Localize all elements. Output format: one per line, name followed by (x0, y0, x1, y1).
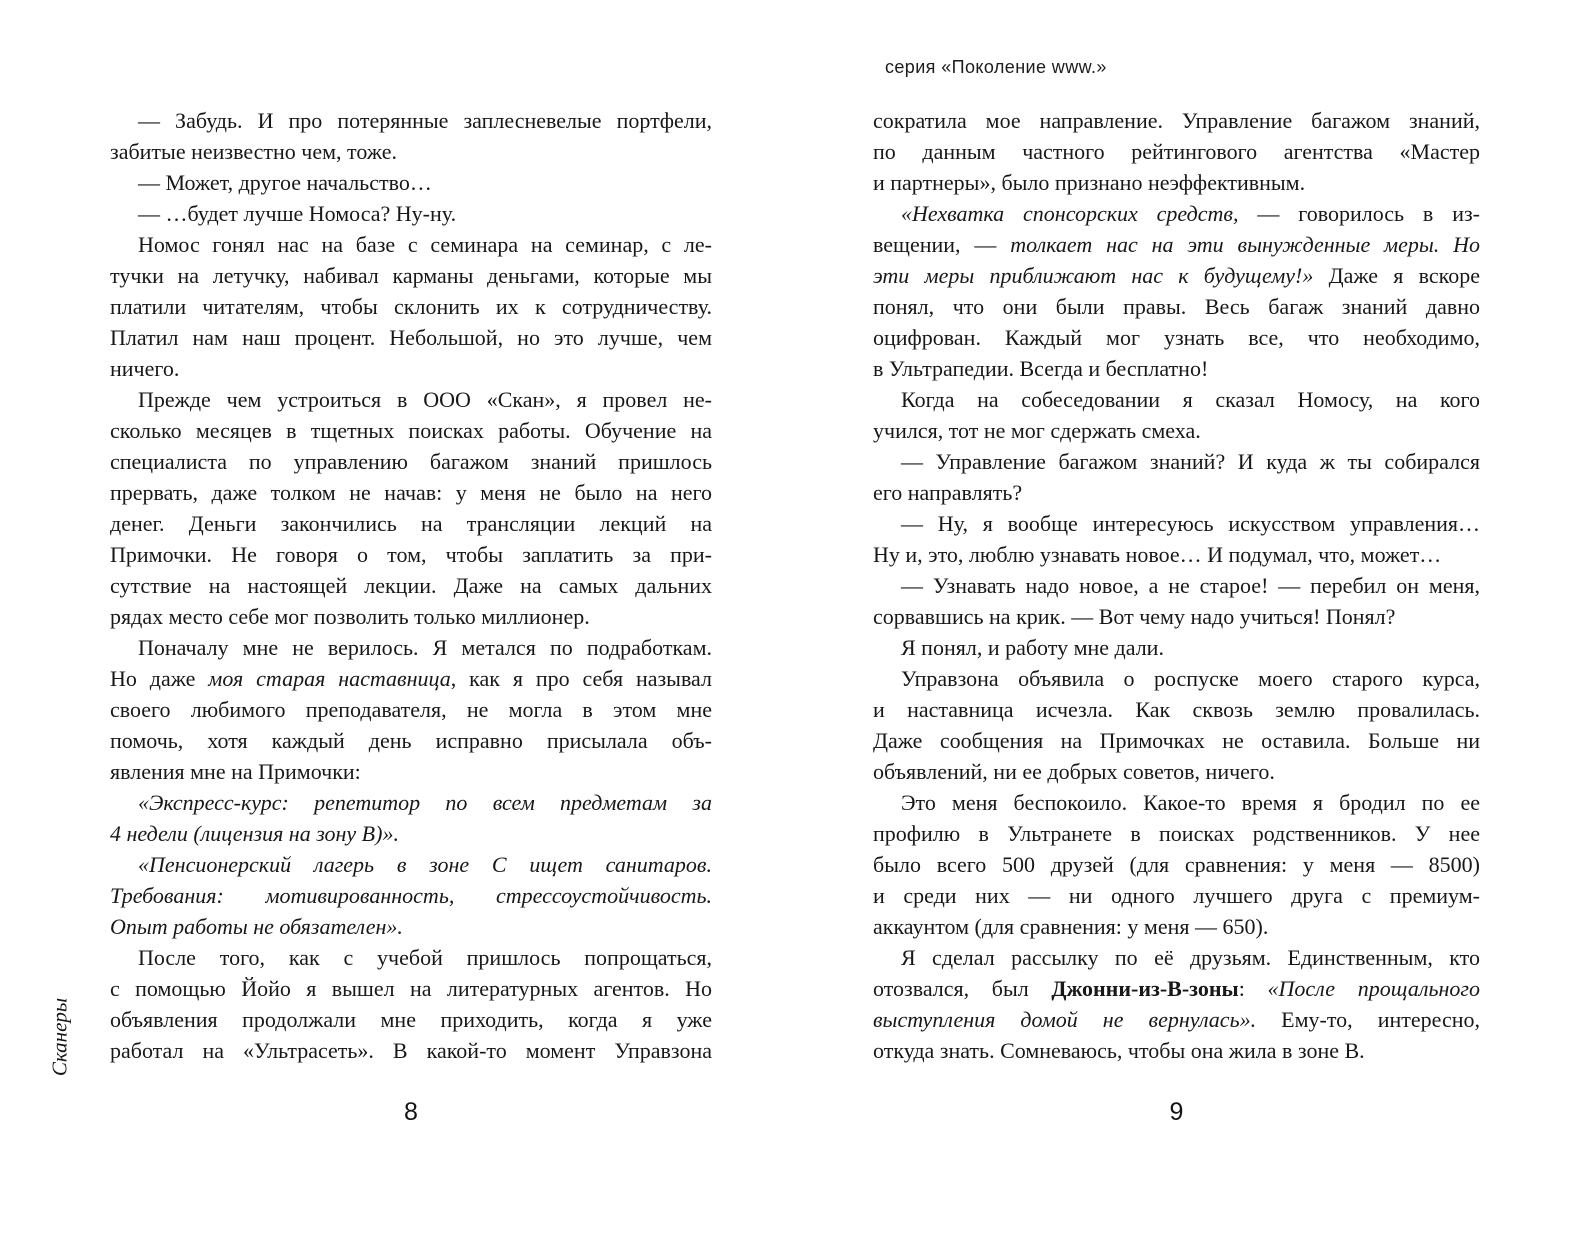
text-segment: откуда знать. Сомневаюсь, чтобы она жила в зоне В. (873, 1038, 1365, 1063)
text-segment: Когда на собеседовании я сказал Номосу, на кого (901, 387, 1480, 412)
text-line (110, 725, 712, 756)
text-segment: помочь, хотя каждый день исправно присылала объ- (110, 728, 712, 753)
text-line (873, 1004, 1480, 1035)
text-segment: денег. Деньги закончились на трансляции лекций на (110, 511, 712, 536)
text-line (873, 787, 1480, 818)
text-line (873, 756, 1480, 787)
text-line (873, 260, 1480, 291)
text-segment: прервать, даже толком не начав: у меня не было на него (110, 480, 712, 505)
text-segment: Ну и, это, люблю узнавать новое… И подумал, что, может… (873, 542, 1442, 567)
text-segment: сорвавшись на крик. — Вот чему надо учиться! Понял? (873, 604, 1396, 629)
text-segment: Даже я вскоре (1313, 263, 1480, 288)
text-line (110, 508, 712, 539)
bold-text-segment: Джонни-из-В-зоны (1051, 976, 1239, 1001)
text-line (873, 415, 1480, 446)
text-segment: и наставница исчезла. Как сквозь землю провалилась. (873, 697, 1480, 722)
text-segment: и среди них — ни одного лучшего друга с премиум- (873, 883, 1480, 908)
text-line (110, 818, 712, 849)
text-segment: — Может, другое начальство… (138, 170, 432, 195)
text-segment: Поначалу мне не верилось. Я метался по подработкам. (138, 635, 712, 660)
text-segment: Номос гонял нас на базе с семинара на семинар, с ле- (138, 232, 712, 257)
text-segment: Примочки. Не говоря о том, чтобы заплатить за при- (110, 542, 712, 567)
text-line (110, 570, 712, 601)
page-number-left: 8 (404, 1098, 418, 1126)
text-line (110, 260, 712, 291)
text-segment: рядах место себе мог позволить только миллионер. (110, 604, 590, 629)
text-line (110, 353, 712, 384)
text-segment: Даже сообщения на Примочках не оставила. Больше ни (873, 728, 1480, 753)
text-line (110, 942, 712, 973)
text-segment: : (1238, 976, 1268, 1001)
text-segment: платили читателям, чтобы склонить их к сотрудничеству. (110, 294, 712, 319)
text-segment: — Забудь. И про потерянные заплесневелые портфели, (138, 108, 712, 133)
text-line (873, 291, 1480, 322)
text-segment: тучки на летучку, набивал карманы деньгами, которые мы (110, 263, 712, 288)
text-line (110, 415, 712, 446)
text-segment: — Узнавать надо новое, а не старое! — перебил он меня, (901, 573, 1480, 598)
text-line (110, 663, 712, 694)
text-line (873, 725, 1480, 756)
text-segment: ничего. (110, 356, 180, 381)
text-line (873, 911, 1480, 942)
text-line (873, 167, 1480, 198)
text-line (110, 322, 712, 353)
text-line (873, 198, 1480, 229)
text-segment: — …будет лучше Номоса? Ну-ну. (138, 201, 457, 226)
italic-text-segment: «Пенсионерский лагерь в зоне С ищет санитаров. (138, 852, 712, 877)
text-segment: — говорилось в из- (1238, 201, 1480, 226)
italic-text-segment: «Экспресс-курс: репетитор по всем предметам за (138, 790, 712, 815)
text-line (110, 756, 712, 787)
text-segment: профилю в Ультранете в поисках родственников. У нее (873, 821, 1480, 846)
text-segment: — Управление багажом знаний? И куда ж ты собирался (901, 449, 1480, 474)
text-segment: сократила мое направление. Управление багажом знаний, (873, 108, 1480, 133)
text-line (110, 880, 712, 911)
italic-text-segment: толкает нас на эти вынужденные меры. Но (1010, 232, 1480, 257)
text-segment: — Ну, я вообще интересуюсь искусством управления… (901, 511, 1480, 536)
text-line (110, 849, 712, 880)
text-segment: в Ультрапедии. Всегда и бесплатно! (873, 356, 1209, 381)
text-line (110, 477, 712, 508)
text-line (110, 229, 712, 260)
text-line (873, 446, 1480, 477)
text-line (110, 105, 712, 136)
text-segment: специалиста по управлению багажом знаний пришлось (110, 449, 712, 474)
text-segment: забитые неизвестно чем, тоже. (110, 139, 398, 164)
text-line (873, 570, 1480, 601)
text-segment: оцифрован. Каждый мог узнать все, что необходимо, (873, 325, 1480, 350)
text-segment: понял, что они были правы. Весь багаж знаний давно (873, 294, 1480, 319)
text-segment: , как я про себя называл (450, 666, 712, 691)
text-line (110, 1035, 712, 1066)
italic-text-segment: выступления домой не вернулась». (873, 1007, 1257, 1032)
text-line (110, 973, 712, 1004)
italic-text-segment: Требования: мотивированность, стрессоустойчивость. (110, 883, 712, 908)
text-line (873, 136, 1480, 167)
text-segment: Я сделал рассылку по её друзьям. Единственным, кто (901, 945, 1480, 970)
text-segment: его направлять? (873, 480, 1023, 505)
text-segment: вещении, — (873, 232, 1011, 257)
text-line (110, 446, 712, 477)
italic-text-segment: «После прощального (1267, 976, 1480, 1001)
text-line (873, 105, 1480, 136)
text-segment: явления мне на Примочки: (110, 759, 361, 784)
text-line (110, 787, 712, 818)
text-line (873, 942, 1480, 973)
text-line (873, 477, 1480, 508)
text-segment: Но даже (110, 666, 209, 691)
text-line (110, 601, 712, 632)
text-line (873, 632, 1480, 663)
text-segment: Это меня беспокоило. Какое-то время я бродил по ее (901, 790, 1480, 815)
text-line (873, 384, 1480, 415)
italic-text-segment: эти меры приближают нас к будущему!» (873, 263, 1314, 288)
text-segment: объявлений, ни ее добрых советов, ничего. (873, 759, 1275, 784)
text-line (873, 601, 1480, 632)
text-segment: Прежде чем устроиться в ООО «Скан», я провел не- (138, 387, 712, 412)
text-line (110, 291, 712, 322)
text-segment: своего любимого преподавателя, не могла в этом мне (110, 697, 712, 722)
text-line (110, 632, 712, 663)
italic-text-segment: Опыт работы не обязателен». (110, 914, 403, 939)
text-line (110, 1004, 712, 1035)
text-line (873, 880, 1480, 911)
italic-text-segment: «Нехватка спонсорских средств, (901, 201, 1239, 226)
text-segment: Я понял, и работу мне дали. (901, 635, 1164, 660)
text-line (110, 167, 712, 198)
text-segment: сколько месяцев в тщетных поисках работы. Обучение на (110, 418, 712, 443)
text-segment: отозвался, был (873, 976, 1052, 1001)
text-line (110, 384, 712, 415)
text-segment: объявления продолжали мне приходить, когда я уже (110, 1007, 712, 1032)
text-segment: Платил нам наш процент. Небольшой, но это лучше, чем (110, 325, 712, 350)
text-line (873, 818, 1480, 849)
text-line (110, 911, 712, 942)
page-right-text-block (873, 105, 1480, 1066)
spine-margin-title: Сканеры (47, 997, 72, 1077)
text-segment: по данным частного рейтингового агентства «Мастер (873, 139, 1480, 164)
running-header-series: серия «Поколение www.» (885, 57, 1107, 77)
text-line (873, 1035, 1480, 1066)
text-line (110, 198, 712, 229)
text-segment: Управзона объявила о роспуске моего старого курса, (901, 666, 1480, 691)
text-line (110, 136, 712, 167)
text-line (873, 539, 1480, 570)
text-segment: с помощью Йойо я вышел на литературных агентов. Но (110, 976, 712, 1001)
italic-text-segment: 4 недели (лицензия на зону В)». (110, 821, 399, 846)
text-line (873, 849, 1480, 880)
page-number-right: 9 (1169, 1098, 1184, 1126)
text-line (110, 539, 712, 570)
text-line (873, 694, 1480, 725)
text-line (110, 694, 712, 725)
text-segment: и партнеры», было признано неэффективным. (873, 170, 1306, 195)
text-segment: Ему-то, интересно, (1256, 1007, 1480, 1032)
text-line (873, 322, 1480, 353)
text-segment: работал на «Ультрасеть». В какой-то момент Управзона (110, 1038, 712, 1063)
text-segment: учился, тот не мог сдержать смеха. (873, 418, 1201, 443)
text-line (873, 973, 1480, 1004)
text-segment: аккаунтом (для сравнения: у меня — 650). (873, 914, 1269, 939)
text-line (873, 229, 1480, 260)
text-segment: сутствие на настоящей лекции. Даже на самых дальних (110, 573, 712, 598)
text-line (873, 663, 1480, 694)
page-left-text-block (110, 105, 712, 1066)
italic-text-segment: моя старая наставница (208, 666, 451, 691)
text-segment: было всего 500 друзей (для сравнения: у меня — 8500) (873, 852, 1480, 877)
text-segment: После того, как с учебой пришлось попрощаться, (138, 945, 712, 970)
text-line (873, 353, 1480, 384)
text-line (873, 508, 1480, 539)
